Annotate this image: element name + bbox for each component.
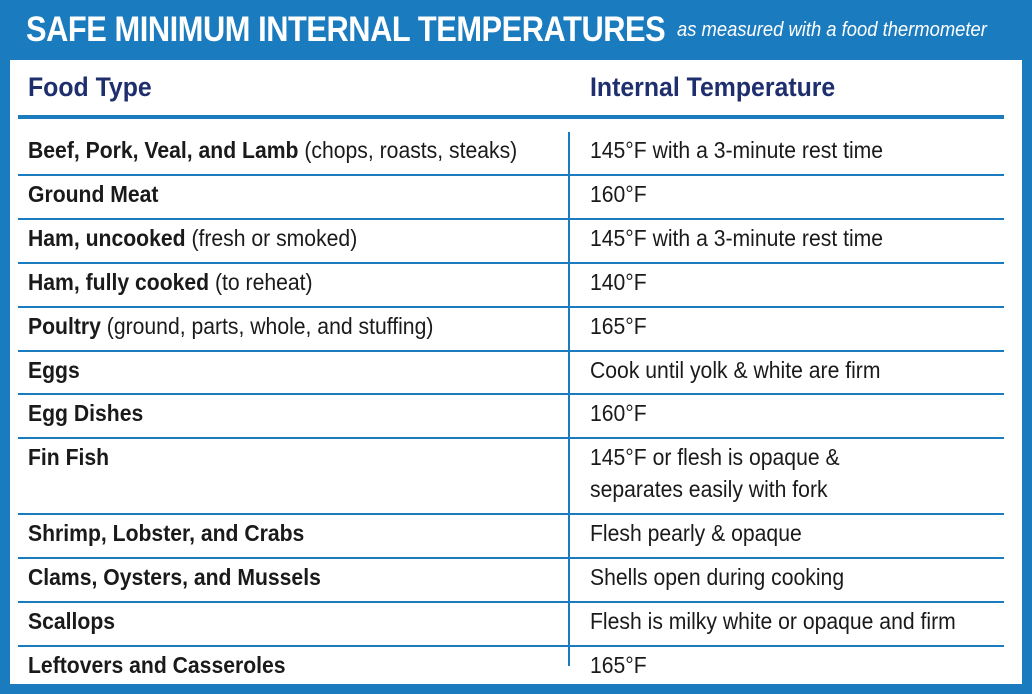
internal-temperature-cell (590, 222, 883, 254)
food-type-cell (28, 354, 80, 386)
table-row (18, 647, 1004, 690)
food-name: Beef, Pork, Veal, and Lamb (28, 137, 299, 163)
internal-temperature-cell (590, 441, 840, 505)
food-name: Fin Fish (28, 444, 110, 470)
food-note: (ground, parts, whole, and stuffing) (100, 313, 434, 339)
food-type-cell (28, 222, 357, 254)
internal-temperature-cell (590, 561, 844, 593)
table-row (18, 220, 1004, 264)
food-name: Leftovers and Casseroles (28, 652, 286, 678)
food-type-cell (28, 397, 143, 429)
temperature-text: Flesh pearly & opaque (590, 520, 802, 546)
table-row (18, 395, 1004, 439)
table-body (18, 132, 1004, 690)
food-name: Shrimp, Lobster, and Crabs (28, 520, 305, 546)
table-row (18, 132, 1004, 176)
food-name: Ground Meat (28, 181, 159, 207)
temperature-text: Shells open during cooking (590, 564, 845, 590)
internal-temperature-cell (590, 649, 647, 681)
header-divider (18, 115, 1004, 119)
internal-temperature-cell (590, 517, 802, 549)
food-name: Egg Dishes (28, 400, 144, 426)
column-header-internal-temperature: Internal Temperature (590, 72, 836, 102)
food-name: Scallops (28, 608, 116, 634)
temperature-text: separates easily with fork (590, 476, 828, 502)
temperature-text: 165°F (590, 652, 647, 678)
internal-temperature-cell (590, 266, 647, 298)
temperature-text: 160°F (590, 400, 647, 426)
internal-temperature-cell (590, 354, 880, 386)
food-name: Eggs (28, 357, 80, 383)
temperature-text: 160°F (590, 181, 647, 207)
food-name: Poultry (28, 313, 101, 339)
internal-temperature-cell (590, 310, 647, 342)
page-subtitle: as measured with a food thermometer (677, 19, 987, 41)
temperature-text: 165°F (590, 313, 647, 339)
table-row (18, 176, 1004, 220)
food-type-cell (28, 134, 517, 166)
food-name: Clams, Oysters, and Mussels (28, 564, 321, 590)
food-name: Ham, uncooked (28, 225, 186, 251)
table-row (18, 352, 1004, 395)
temperature-text: Cook until yolk & white are firm (590, 357, 881, 383)
food-type-cell (28, 441, 109, 473)
table-row (18, 515, 1004, 559)
temperature-text: 140°F (590, 269, 647, 295)
table-row (18, 308, 1004, 352)
internal-temperature-cell (590, 134, 883, 166)
food-note: (to reheat) (209, 269, 313, 295)
table-header (10, 60, 1022, 118)
food-type-cell (28, 310, 433, 342)
food-type-cell (28, 266, 313, 298)
table-row (18, 439, 1004, 515)
food-type-cell (28, 649, 286, 681)
internal-temperature-cell (590, 178, 647, 210)
page-title: SAFE MINIMUM INTERNAL TEMPERATURES (26, 10, 666, 49)
internal-temperature-cell (590, 397, 647, 429)
temperature-text: 145°F with a 3-minute rest time (590, 225, 884, 251)
temperature-text: Flesh is milky white or opaque and firm (590, 608, 956, 634)
food-type-cell (28, 517, 304, 549)
temperature-text: 145°F with a 3-minute rest time (590, 137, 884, 163)
table-row (18, 264, 1004, 308)
food-note: (chops, roasts, steaks) (298, 137, 518, 163)
table-row (18, 603, 1004, 647)
food-note: (fresh or smoked) (185, 225, 358, 251)
column-header-food-type: Food Type (28, 72, 152, 102)
food-name: Ham, fully cooked (28, 269, 210, 295)
food-type-cell (28, 605, 115, 637)
food-type-cell (28, 561, 321, 593)
internal-temperature-cell (590, 605, 956, 637)
temperature-text: 145°F or flesh is opaque & (590, 444, 840, 470)
food-type-cell (28, 178, 158, 210)
table-row (18, 559, 1004, 603)
table-panel (10, 60, 1022, 684)
